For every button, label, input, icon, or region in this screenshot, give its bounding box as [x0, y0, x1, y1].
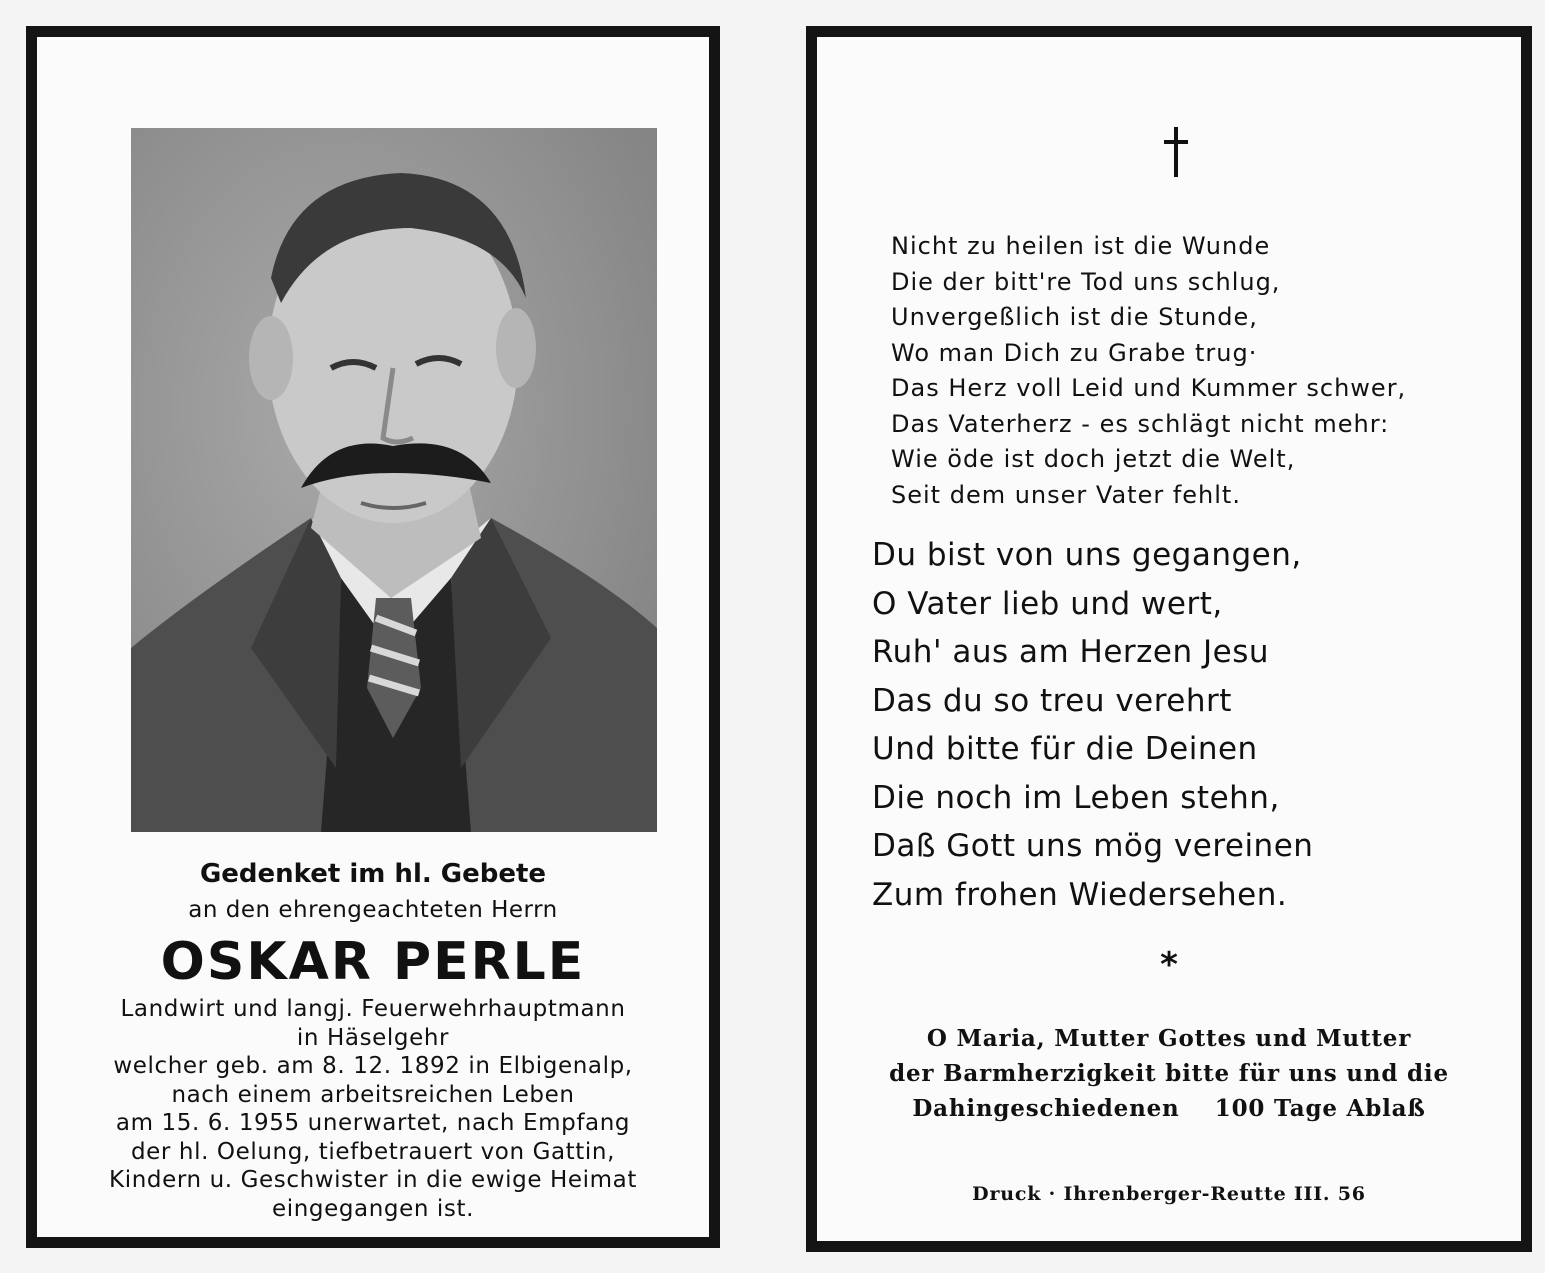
prayer-line: Dahingeschiedenen 100 Tage Ablaß: [912, 1095, 1426, 1122]
poem-line: Die der bitt're Tod uns schlug,: [891, 267, 1281, 296]
memorial-intro: an den ehrengeachteten Herrn: [188, 897, 558, 923]
portrait-photo: [131, 128, 657, 832]
poem-line: Nicht zu heilen ist die Wunde: [891, 232, 1271, 260]
biography-line: eingegangen ist.: [271, 1195, 475, 1222]
poem-verse-two: [872, 531, 1313, 919]
asterisk-divider: *: [1160, 945, 1178, 985]
portrait-illustration: [131, 128, 657, 832]
biography-line: Kindern u. Geschwister in die ewige Heimat: [109, 1167, 637, 1193]
poem-line: Wo man Dich zu Grabe trug·: [891, 338, 1258, 367]
poem-line: Wie öde ist doch jetzt die Welt,: [891, 445, 1296, 473]
poem-line: Ruh' aus am Herzen Jesu: [872, 634, 1270, 670]
poem-line: O Vater lieb und wert,: [872, 585, 1223, 622]
biography-line: nach einem arbeitsreichen Leben: [171, 1081, 575, 1108]
biography-line: in Häselgehr: [296, 1024, 450, 1051]
prayer-line: O Maria, Mutter Gottes und Mutter: [926, 1025, 1412, 1052]
poem-line: Seit dem unser Vater fehlt.: [891, 480, 1241, 509]
cross-icon: [1162, 127, 1192, 177]
biography-line: am 15. 6. 1955 unerwartet, nach Empfang: [115, 1110, 631, 1136]
prayer-line: der Barmherzigkeit bitte für uns und die: [889, 1060, 1449, 1087]
memorial-card-front: [26, 26, 720, 1248]
printer-imprint: Druck · Ihrenberger-Reutte III. 56: [972, 1183, 1366, 1205]
memorial-card-back: [806, 26, 1532, 1252]
poem-line: Zum frohen Wiedersehen.: [872, 876, 1288, 913]
biography-line: der hl. Oelung, tiefbetrauert von Gattin,: [130, 1138, 615, 1165]
biography-line: welcher geb. am 8. 12. 1892 in Elbigenalp,: [113, 1053, 633, 1079]
biography-line: Landwirt und langj. Feuerwehrhauptmann: [120, 996, 626, 1022]
poem-line: Das du so treu verehrt: [872, 682, 1232, 719]
prayer-text: [817, 1021, 1521, 1126]
deceased-name: OSKAR PERLE: [160, 932, 586, 992]
poem-line: Unvergeßlich ist die Stunde,: [891, 303, 1258, 331]
poem-line: Und bitte für die Deinen: [872, 731, 1258, 767]
poem-line: Du bist von uns gegangen,: [872, 537, 1302, 573]
poem-line: Das Herz voll Leid und Kummer schwer,: [891, 374, 1407, 402]
poem-line: Das Vaterherz - es schlägt nicht mehr:: [891, 409, 1390, 438]
poem-line: Daß Gott uns mög vereinen: [872, 828, 1314, 864]
memorial-biography: [37, 995, 709, 1223]
memorial-heading: Gedenket im hl. Gebete: [199, 859, 547, 889]
poem-verse-one: [891, 229, 1406, 513]
poem-line: Die noch im Leben stehn,: [872, 779, 1280, 816]
